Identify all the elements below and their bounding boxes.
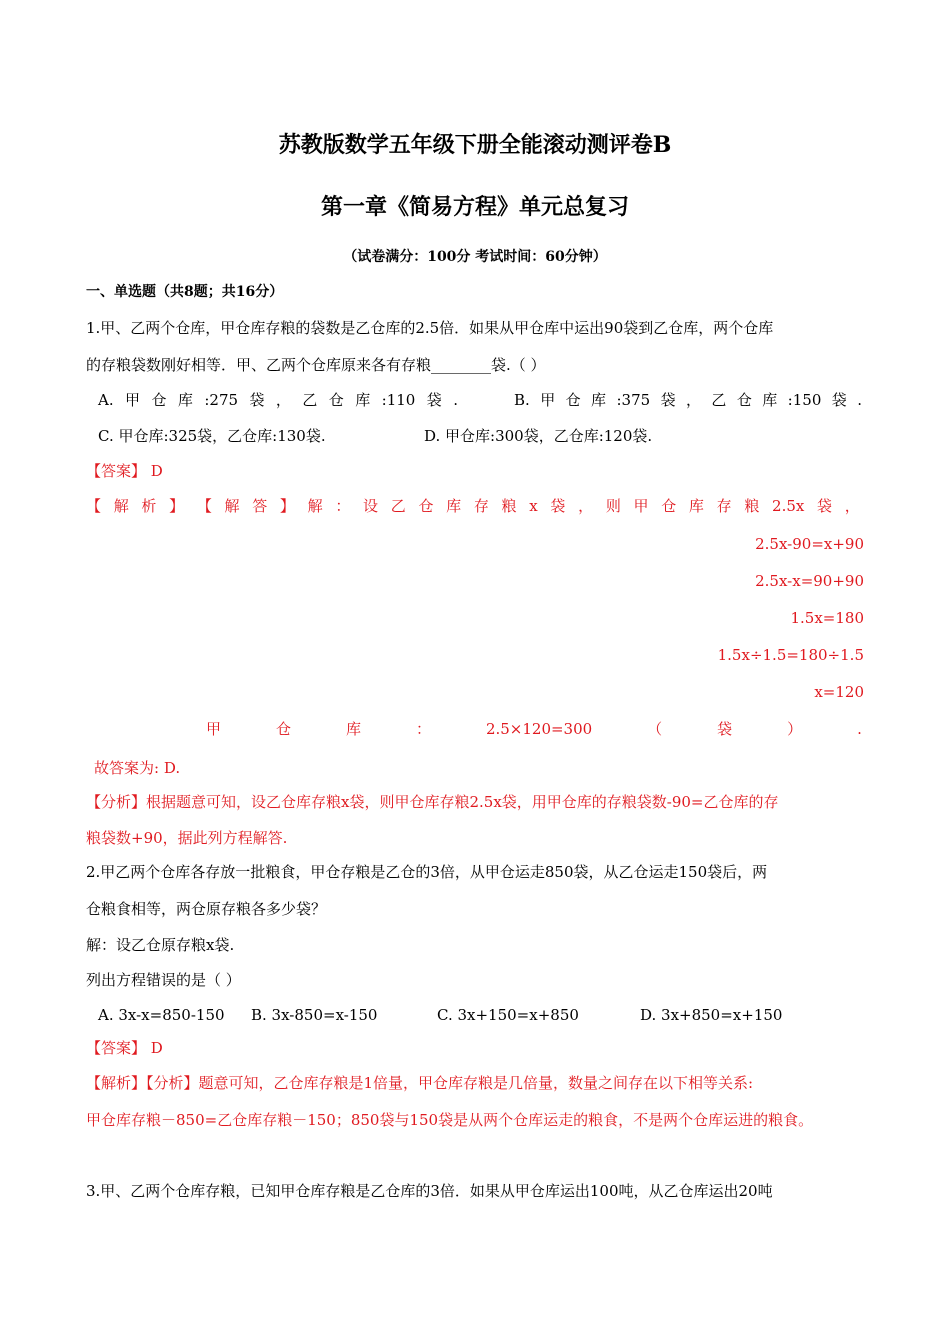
q1-answer: 【答案】 D — [86, 462, 163, 480]
q2-option-d: D. 3x+850=x+150 — [640, 1006, 783, 1024]
q2-stem-line1: 2.甲乙两个仓库各存放一批粮食，甲仓存粮是乙仓的3倍，从甲仓运走850袋，从乙仓运走150袋后，两 — [86, 863, 768, 881]
q1-step-2: 2.5x-x=90+90 — [755, 572, 864, 590]
document-title: 苏教版数学五年级下册全能滚动测评卷B — [278, 132, 672, 158]
q2-answer: 【答案】 D — [86, 1039, 163, 1057]
q2-option-c: C. 3x+150=x+850 — [437, 1006, 579, 1024]
q1-analysis: 【 解 析 】 【 解 答 】 解 ： 设 乙 仓 库 存 粮 x 袋 ， 则 甲 仓 库 存 粮 2.5x 袋 ， — [86, 497, 860, 515]
q2-option-a: A. 3x-x=850-150 — [98, 1006, 225, 1024]
q1-conclusion: 故答案为: D. — [94, 759, 181, 777]
q2-solve: 解：设乙仓原存粮x袋. — [86, 936, 235, 954]
q2-analysis-line1: 【解析】【分析】题意可知，乙仓库存粮是1倍量，甲仓库存粮是几倍量，数量之间存在以下相等关系: — [86, 1074, 754, 1092]
q1-step-1: 2.5x-90=x+90 — [755, 535, 864, 553]
q2-analysis-line2: 甲仓库存粮－850=乙仓库存粮－150；850袋与150袋是从两个仓库运走的粮食，不是两个仓库运进的粮食。 — [86, 1111, 814, 1129]
q1-option-a: A. 甲 仓 库 :275 袋 ， 乙 仓 库 :110 袋 . — [98, 391, 458, 409]
q1-step-3: 1.5x=180 — [790, 609, 864, 627]
section-heading: 一、单选题（共8题；共16分） — [86, 284, 284, 300]
q1-stem-line1: 1.甲、乙两个仓库，甲仓库存粮的袋数是乙仓库的2.5倍．如果从甲仓库中运出90袋到乙仓库，两个仓库 — [86, 319, 774, 337]
q2-stem-line2: 仓粮食相等，两仓原存粮各多少袋？ — [86, 900, 327, 918]
q1-step-5: x=120 — [814, 683, 864, 701]
q1-option-d: D. 甲仓库:300袋，乙仓库:120袋. — [424, 427, 653, 445]
q1-fenxi-line2: 粮袋数+90，据此列方程解答. — [86, 829, 288, 847]
q2-prompt: 列出方程错误的是（ ） — [86, 971, 241, 989]
q1-fenxi-line1: 【分析】根据题意可知，设乙仓库存粮x袋，则甲仓库存粮2.5x袋，用甲仓库的存粮袋数-90=乙仓库的存 — [86, 793, 779, 811]
q3-stem-line1: 3.甲、乙两个仓库存粮，已知甲仓库存粮是乙仓库的3倍．如果从甲仓库运出100吨，从乙仓库运出20吨 — [86, 1182, 773, 1200]
q1-stem-line2: 的存粮袋数刚好相等．甲、乙两个仓库原来各有存粮________袋.（ ） — [86, 356, 546, 374]
exam-meta: （试卷满分：100分 考试时间：60分钟） — [343, 249, 607, 265]
q2-option-b: B. 3x-850=x-150 — [251, 1006, 378, 1024]
q1-step-4: 1.5x÷1.5=180÷1.5 — [717, 646, 864, 664]
document-subtitle: 第一章《简易方程》单元总复习 — [320, 194, 629, 220]
q1-option-c: C. 甲仓库:325袋，乙仓库:130袋. — [98, 427, 326, 445]
q1-calc: 甲 仓 库 ： 2.5×120=300 （ 袋 ） . — [206, 720, 862, 738]
q1-option-b: B. 甲 仓 库 :375 袋 ， 乙 仓 库 :150 袋 . — [514, 391, 862, 409]
